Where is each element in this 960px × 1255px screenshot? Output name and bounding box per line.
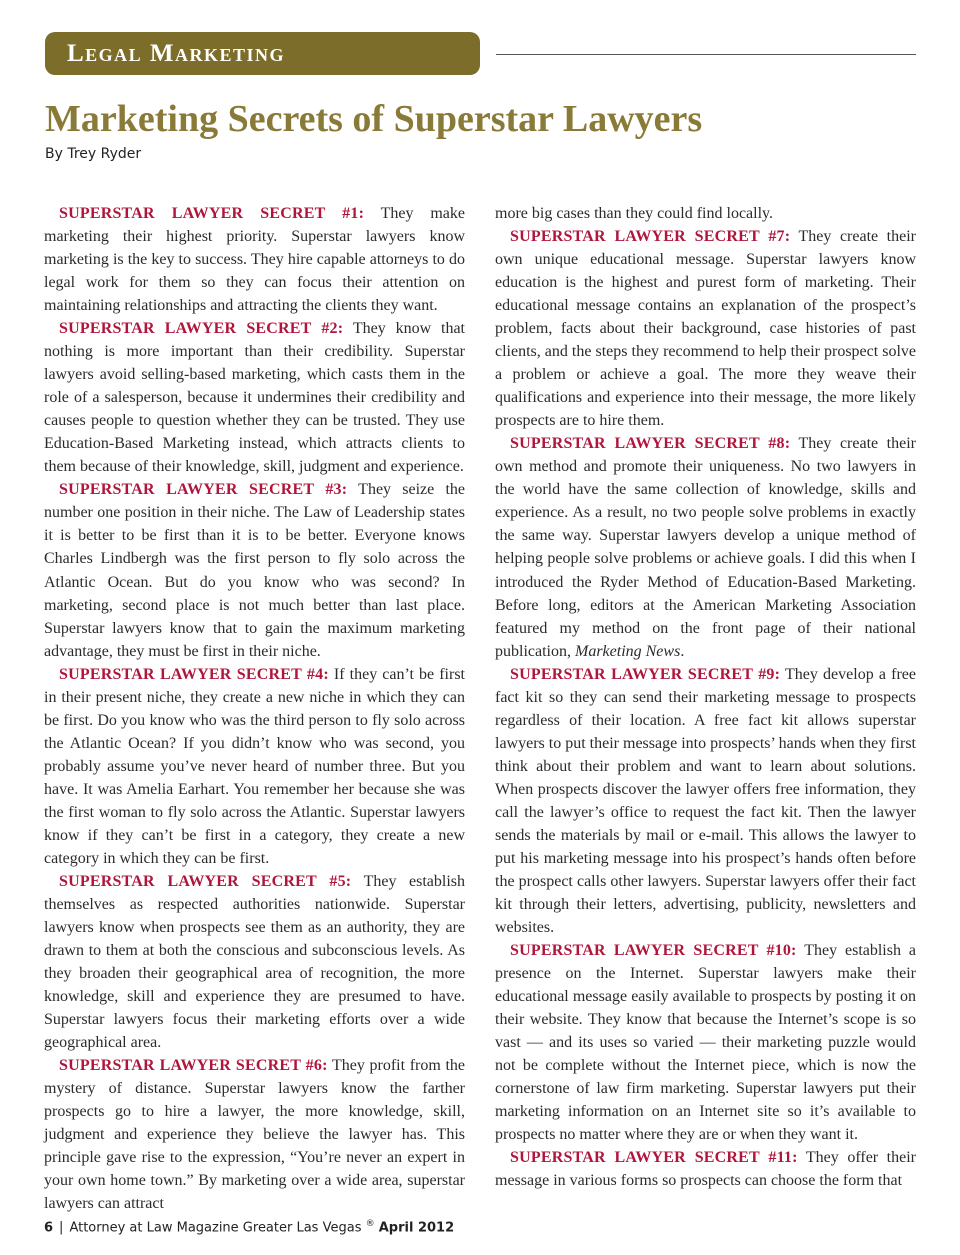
paragraph-secret-7 [495,225,916,432]
registered-mark: ® [365,1219,375,1229]
header-rule [496,54,916,55]
paragraph-secret-2 [44,317,465,478]
paragraph-secret-6-continued [495,202,916,225]
secret-heading: SUPERSTAR LAWYER SECRET #6: [59,1057,328,1075]
issue-date: April 2012 [378,1220,455,1236]
page-footer [44,1219,454,1235]
paragraph-secret-5 [44,870,465,1054]
paragraph-text: They offer their message in various forms so prospects can choose the form that [495,1149,916,1190]
secret-heading: SUPERSTAR LAWYER SECRET #4: [59,665,329,683]
paragraph-secret-11 [495,1146,916,1192]
paragraph-text: more big cases than they could find locally. [495,205,773,222]
secret-heading: SUPERSTAR LAWYER SECRET #7: [510,228,791,246]
paragraph-text: They make marketing their highest priority. Superstar lawyers know marketing is the key to success. They hire capable attorneys to do legal work for them so they can focus their attention on maintaining relationships and attracting the clients they want. [44,205,465,315]
paragraph-secret-1 [44,202,465,317]
secret-heading: SUPERSTAR LAWYER SECRET #1: [59,205,365,222]
byline: By Trey Ryder [45,146,142,162]
publication-title: Attorney at Law Magazine Greater Las Vegas [69,1220,362,1236]
secret-heading: SUPERSTAR LAWYER SECRET #10: [510,942,797,959]
paragraph-text: They develop a free fact kit so they can send their marketing message to prospects regardless of their location. A free fact kit allows superstar lawyers to put their message into prospects’ hands when they first think about their problem and want to learn about solutions. When prospects discover the lawyer offers free information, they call the lawyer’s office to request the fact kit. Then the lawyer sends the materials by mail or e-mail. This allows the lawyer to put his marketing message into his prospect’s hands often before the prospect calls other lawyers. Superstar lawyers offer their fact kit through their letters, advertising, publicity, newsletters and websites. [495,665,916,936]
paragraph-end: . [680,642,685,660]
paragraph-secret-8 [495,432,916,662]
secret-heading: SUPERSTAR LAWYER SECRET #5: [59,872,352,890]
paragraph-text: If they can’t be first in their present niche, they create a new niche in which they can be first. Do you know who was the third person to fly solo across the Atlantic Ocean? If you didn’t know who was second, you probably assume you’ve never heard of number three. But you have. It was Amelia Earhart. You remember her because she was the first woman to fly solo across the Atlantic. Superstar lawyers know if they can’t be first in a category, they create a new category in which they can be first. [44,665,465,867]
secret-heading: SUPERSTAR LAWYER SECRET #2: [59,320,344,338]
paragraph-text: They profit from the mystery of distance. Superstar lawyers know the farther prospects go to hire a lawyer, the more knowledge, skill, judgment and experience they believe the lawyer has. This principle gave rise to the expression, “You’re never an expert in your own home town.” By marketing over a wide area, superstar lawyers can attract [44,1057,465,1213]
article-column-right [495,202,916,1192]
publication-name: Marketing News [574,642,681,660]
paragraph-secret-10 [495,939,916,1146]
paragraph-secret-3 [44,478,465,662]
paragraph-text: They establish a presence on the Internet. Superstar lawyers make their educational message easily available to prospects by posting it on their website. They know that because the Internet’s scope is so vast — and its uses so varied — their marketing puzzle would not be complete without the Internet piece, which is now the cornerstone of law firm marketing. Superstar lawyers put their marketing information on an Internet site so it’s available to prospects no matter where they are or when they want it. [495,942,916,1144]
secret-heading: SUPERSTAR LAWYER SECRET #8: [510,435,791,453]
secret-heading: SUPERSTAR LAWYER SECRET #9: [510,665,781,683]
section-banner [45,32,480,75]
secret-heading: SUPERSTAR LAWYER SECRET #11: [510,1149,798,1167]
section-label: Legal Marketing [67,40,286,67]
page-number: 6 [44,1220,54,1236]
paragraph-secret-6 [44,1054,465,1215]
paragraph-text: They know that nothing is more important than their credibility. Superstar lawyers avoid selling-based marketing, which casts them in the role of a salesperson, because it undermines their credibility and causes people to question whether they can be trusted. They use Education-Based Marketing instead, which attracts clients to them because of their knowledge, skill, judgment and experience. [44,320,465,476]
paragraph-secret-9 [495,663,916,939]
paragraph-secret-4 [44,663,465,870]
secret-heading: SUPERSTAR LAWYER SECRET #3: [59,481,348,499]
paragraph-text: They establish themselves as respected authorities nationwide. Superstar lawyers know when prospects see them as an authority, they are drawn to them at both the conscious and subconscious levels. As they broaden their geographical area of recognition, the more knowledge, skill and experience they are presumed to have. Superstar lawyers focus their marketing efforts over a wide geographical area. [44,872,465,1052]
paragraph-text: They create their own unique educational message. Superstar lawyers know education is the highest and purest form of marketing. Their educational message contains an explanation of the prospect’s problem, facts about their background, case histories of past clients, and the steps they recommend to help their prospect solve a problem or achieve a goal. The more they weave their qualifications and experience into their message, the more likely prospects are to hire them. [495,228,916,430]
footer-separator: | [59,1220,64,1236]
paragraph-text: They seize the number one position in their niche. The Law of Leadership states it is better to be first than it is to be better. Everyone knows Charles Lindbergh was the first person to fly solo across the Atlantic Ocean. But do you know who was second? In marketing, second place is not much better than last place. Superstar lawyers know that to gain the maximum marketing advantage, they must be first in their niche. [44,481,465,660]
paragraph-text: They create their own method and promote their uniqueness. No two lawyers in the world have the same collection of knowledge, skills and experience. As a result, no two people solve problems in exactly the same way. Superstar lawyers develop a unique method of helping people solve problems or achieve goals. I did this when I introduced the Ryder Method of Education-Based Marketing. Before long, editors at the American Marketing Association featured my method on the front page of their national publication, [495,435,916,660]
article-column-left [44,202,465,1215]
article-title: Marketing Secrets of Superstar Lawyers [45,98,703,140]
